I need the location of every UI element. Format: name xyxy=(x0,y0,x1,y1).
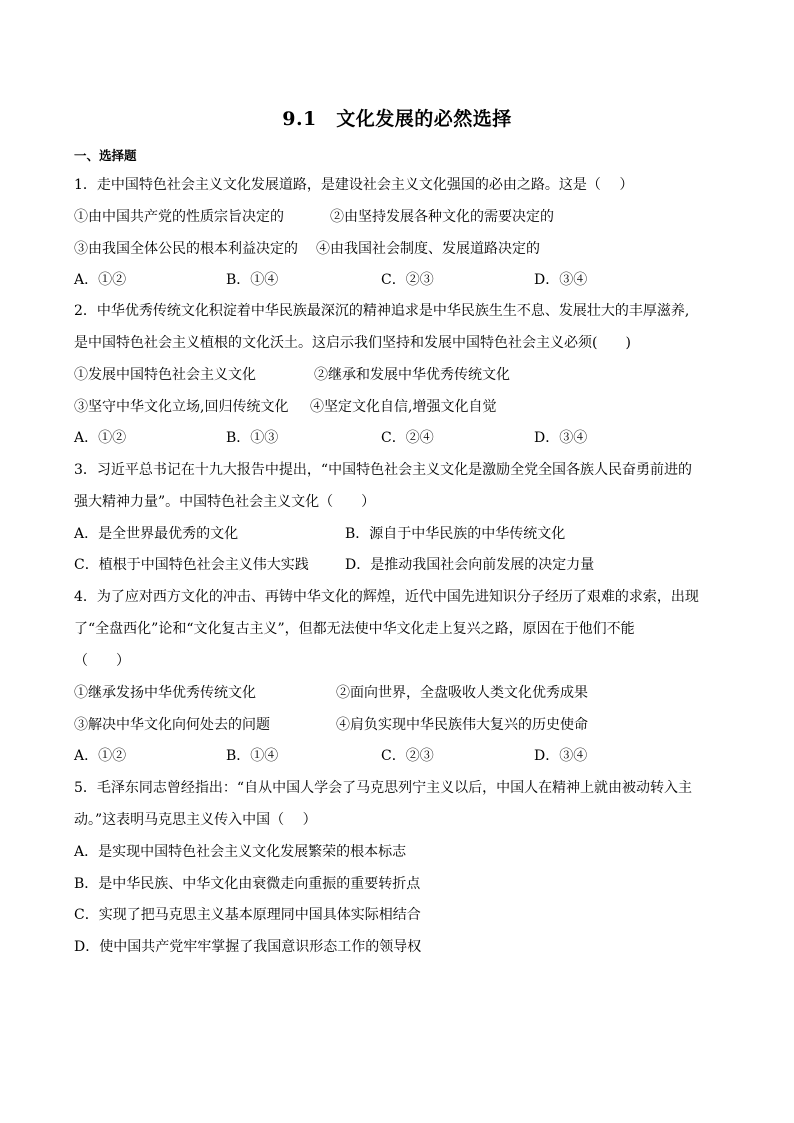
option-a: A．①② xyxy=(74,748,127,764)
option-b: B．①③ xyxy=(226,430,279,446)
statement-4: ④肩负实现中华民族伟大复兴的历史使命 xyxy=(336,717,588,733)
question-3-stem-line-2: 强大精神力量”。中国特色社会主义文化（ ） xyxy=(74,494,376,510)
question-5-stem-line-2: 动。”这表明马克思主义传入中国（ ） xyxy=(74,812,317,828)
question-4-stem-line-1: 4．为了应对西方文化的冲击、再铸中华文化的辉煌，近代中国先进知识分子经历了艰难的求索，出现 xyxy=(74,589,699,605)
statement-2: ②由坚持发展各种文化的需要决定的 xyxy=(330,209,554,225)
statement-4: ④由我国社会制度、发展道路决定的 xyxy=(316,241,540,257)
statement-3: ③解决中华文化向何处去的问题 xyxy=(74,717,270,733)
option-c: C．②③ xyxy=(381,748,434,764)
document-title: 9.1 文化发展的必然选择 xyxy=(282,108,512,130)
option-d: D．③④ xyxy=(534,272,588,288)
option-b: B．源自于中华民族的中华传统文化 xyxy=(345,526,566,542)
option-a: A．是全世界最优秀的文化 xyxy=(74,526,239,542)
question-3-stem-line-1: 3．习近平总书记在十九大报告中提出，“中国特色社会主义文化是激励全党全国各族人民奋勇前进的 xyxy=(74,462,693,478)
question-5-option-d: D．使中国共产党牢牢掌握了我国意识形态工作的领导权 xyxy=(74,939,422,955)
option-d: D．③④ xyxy=(534,748,588,764)
option-a: A．①② xyxy=(74,430,127,446)
option-a: A．①② xyxy=(74,272,127,288)
question-5-option-c: C．实现了把马克思主义基本原理同中国具体实际相结合 xyxy=(74,907,421,923)
statement-1: ①由中国共产党的性质宗旨决定的 xyxy=(74,209,284,225)
statement-2: ②继承和发展中华优秀传统文化 xyxy=(314,367,510,383)
question-2-stem-line-2: 是中国特色社会主义植根的文化沃土。这启示我们坚持和发展中国特色社会主义必须( ) xyxy=(74,335,631,351)
statement-1: ①发展中国特色社会主义文化 xyxy=(74,367,256,383)
section-heading: 一、选择题 xyxy=(74,148,137,163)
option-c: C．植根于中国特色社会主义伟大实践 xyxy=(74,557,309,573)
statement-1: ①继承发扬中华优秀传统文化 xyxy=(74,685,256,701)
option-d: D．是推动我国社会向前发展的决定力量 xyxy=(345,557,595,573)
option-d: D．③④ xyxy=(534,430,588,446)
question-1-stem: 1．走中国特色社会主义文化发展道路，是建设社会主义文化强国的必由之路。这是（ ） xyxy=(74,177,634,193)
question-5-stem-line-1: 5．毛泽东同志曾经指出：“自从中国人学会了马克思列宁主义以后，中国人在精神上就由被动转入主 xyxy=(74,780,693,796)
option-b: B．①④ xyxy=(226,272,279,288)
statement-3: ③由我国全体公民的根本利益决定的 xyxy=(74,241,298,257)
statement-4: ④坚定文化自信,增强文化自觉 xyxy=(310,399,497,415)
option-c: C．②③ xyxy=(381,272,434,288)
question-4-stem-line-2: 了“全盘西化”论和“文化复古主义”，但都无法使中华文化走上复兴之路，原因在于他们不能 xyxy=(74,621,635,637)
question-2-stem-line-1: 2．中华优秀传统文化积淀着中华民族最深沉的精神追求是中华民族生生不息、发展壮大的丰厚滋养, xyxy=(74,303,690,319)
statement-2: ②面向世界，全盘吸收人类文化优秀成果 xyxy=(336,685,588,701)
option-c: C．②④ xyxy=(381,430,434,446)
option-b: B．①④ xyxy=(226,748,279,764)
question-4-stem-line-3: （ ） xyxy=(74,653,130,669)
question-5-option-b: B．是中华民族、中华文化由衰微走向重振的重要转折点 xyxy=(74,876,421,892)
statement-3: ③坚守中华文化立场,回归传统文化 xyxy=(74,399,289,415)
question-5-option-a: A．是实现中国特色社会主义文化发展繁荣的根本标志 xyxy=(74,844,407,860)
